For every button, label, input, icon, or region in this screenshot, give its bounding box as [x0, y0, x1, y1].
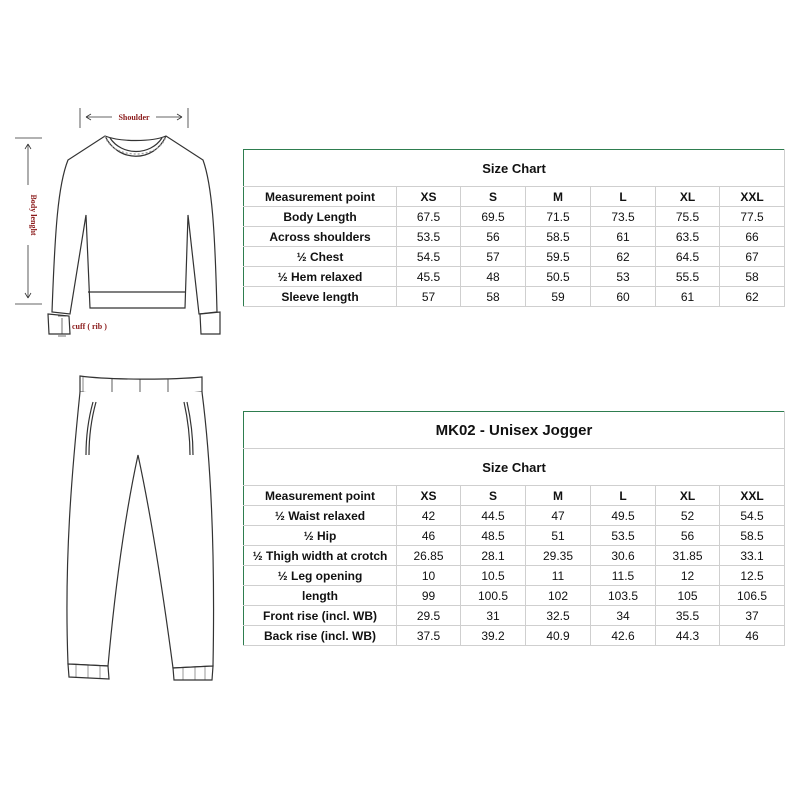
table-cell: 32.5 [526, 606, 591, 626]
table-row [244, 506, 785, 526]
table-cell: 67 [720, 247, 785, 267]
table-cell: 46 [720, 626, 785, 646]
header-cell: M [526, 187, 591, 207]
body-length-label: Body lenght [29, 194, 38, 236]
table-cell: 31.85 [656, 546, 720, 566]
table-cell: 58.5 [526, 227, 591, 247]
table-cell: 103.5 [591, 586, 656, 606]
header-cell: S [461, 187, 526, 207]
table-cell: 56 [656, 526, 720, 546]
row-label: ½ Waist relaxed [244, 506, 397, 526]
table-cell: 53.5 [397, 227, 461, 247]
row-label: Sleeve length [244, 287, 397, 307]
table-cell: 37 [720, 606, 785, 626]
table-cell: 58 [461, 287, 526, 307]
table-cell: 58 [720, 267, 785, 287]
table-cell: 54.5 [397, 247, 461, 267]
table-cell: 69.5 [461, 207, 526, 227]
table-row [244, 566, 785, 586]
table-cell: 29.5 [397, 606, 461, 626]
header-cell: Measurement point [244, 187, 397, 207]
table-cell: 42 [397, 506, 461, 526]
table-cell: 35.5 [656, 606, 720, 626]
table-cell: 39.2 [461, 626, 526, 646]
table-cell: 102 [526, 586, 591, 606]
table-cell: 62 [591, 247, 656, 267]
table-row [244, 227, 785, 247]
garment-drawing [0, 0, 240, 800]
header-cell: XL [656, 187, 720, 207]
table-cell: 34 [591, 606, 656, 626]
row-label: ½ Thigh width at crotch [244, 546, 397, 566]
table-cell: 53.5 [591, 526, 656, 546]
table-cell: 59.5 [526, 247, 591, 267]
product-title: MK02 - Unisex Jogger [244, 412, 785, 449]
table-cell: 47 [526, 506, 591, 526]
header-cell: M [526, 486, 591, 506]
shoulder-label: Shoulder [118, 113, 150, 122]
table-cell: 59 [526, 287, 591, 307]
header-cell: XS [397, 486, 461, 506]
table-row [244, 546, 785, 566]
table-cell: 51 [526, 526, 591, 546]
table-cell: 105 [656, 586, 720, 606]
header-cell: S [461, 486, 526, 506]
table-row [244, 526, 785, 546]
table-cell: 11.5 [591, 566, 656, 586]
row-label: Front rise (incl. WB) [244, 606, 397, 626]
table-row [244, 586, 785, 606]
table-cell: 31 [461, 606, 526, 626]
header-cell: XS [397, 187, 461, 207]
table-cell: 12.5 [720, 566, 785, 586]
row-label: Back rise (incl. WB) [244, 626, 397, 646]
table-cell: 53 [591, 267, 656, 287]
table-cell: 10 [397, 566, 461, 586]
row-label: Body Length [244, 207, 397, 227]
table-cell: 10.5 [461, 566, 526, 586]
table-cell: 57 [397, 287, 461, 307]
table-row [244, 247, 785, 267]
table-cell: 61 [656, 287, 720, 307]
table-cell: 77.5 [720, 207, 785, 227]
table-cell: 73.5 [591, 207, 656, 227]
table-cell: 52 [656, 506, 720, 526]
jogger-size-chart [243, 411, 785, 646]
table-cell: 62 [720, 287, 785, 307]
table-cell: 48.5 [461, 526, 526, 546]
table-cell: 11 [526, 566, 591, 586]
header-cell: L [591, 187, 656, 207]
table-cell: 106.5 [720, 586, 785, 606]
table-cell: 56 [461, 227, 526, 247]
table-cell: 54.5 [720, 506, 785, 526]
table-cell: 30.6 [591, 546, 656, 566]
row-label: ½ Chest [244, 247, 397, 267]
table-row [244, 626, 785, 646]
table-cell: 57 [461, 247, 526, 267]
header-cell: XL [656, 486, 720, 506]
table-cell: 63.5 [656, 227, 720, 247]
row-label: ½ Hem relaxed [244, 267, 397, 287]
sweatshirt-drawing [15, 108, 220, 336]
size-chart-title: Size Chart [244, 449, 785, 486]
header-cell: XXL [720, 486, 785, 506]
row-label: length [244, 586, 397, 606]
table-cell: 44.5 [461, 506, 526, 526]
table-cell: 61 [591, 227, 656, 247]
table-header-row [244, 486, 785, 506]
table-cell: 45.5 [397, 267, 461, 287]
table-cell: 99 [397, 586, 461, 606]
table-cell: 55.5 [656, 267, 720, 287]
table-cell: 42.6 [591, 626, 656, 646]
table-cell: 49.5 [591, 506, 656, 526]
table-cell: 33.1 [720, 546, 785, 566]
jogger-drawing [67, 376, 214, 680]
table-row [244, 267, 785, 287]
table-row [244, 606, 785, 626]
table-cell: 67.5 [397, 207, 461, 227]
sweatshirt-size-chart [243, 149, 785, 307]
table-header-row [244, 187, 785, 207]
table-cell: 100.5 [461, 586, 526, 606]
table-cell: 71.5 [526, 207, 591, 227]
row-label: ½ Hip [244, 526, 397, 546]
row-label: Across shoulders [244, 227, 397, 247]
table-cell: 48 [461, 267, 526, 287]
table-row [244, 287, 785, 307]
header-cell: XXL [720, 187, 785, 207]
table-cell: 40.9 [526, 626, 591, 646]
table-cell: 28.1 [461, 546, 526, 566]
cuff-label: cuff ( rib ) [72, 322, 107, 331]
size-chart-title: Size Chart [244, 150, 785, 187]
table-cell: 26.85 [397, 546, 461, 566]
table-cell: 29.35 [526, 546, 591, 566]
row-label: ½ Leg opening [244, 566, 397, 586]
garment-illustrations [0, 0, 240, 800]
table-cell: 75.5 [656, 207, 720, 227]
table-cell: 12 [656, 566, 720, 586]
table-cell: 64.5 [656, 247, 720, 267]
table-cell: 44.3 [656, 626, 720, 646]
table-cell: 50.5 [526, 267, 591, 287]
header-cell: L [591, 486, 656, 506]
table-cell: 46 [397, 526, 461, 546]
table-cell: 37.5 [397, 626, 461, 646]
table-cell: 66 [720, 227, 785, 247]
header-cell: Measurement point [244, 486, 397, 506]
table-cell: 60 [591, 287, 656, 307]
table-cell: 58.5 [720, 526, 785, 546]
table-row [244, 207, 785, 227]
